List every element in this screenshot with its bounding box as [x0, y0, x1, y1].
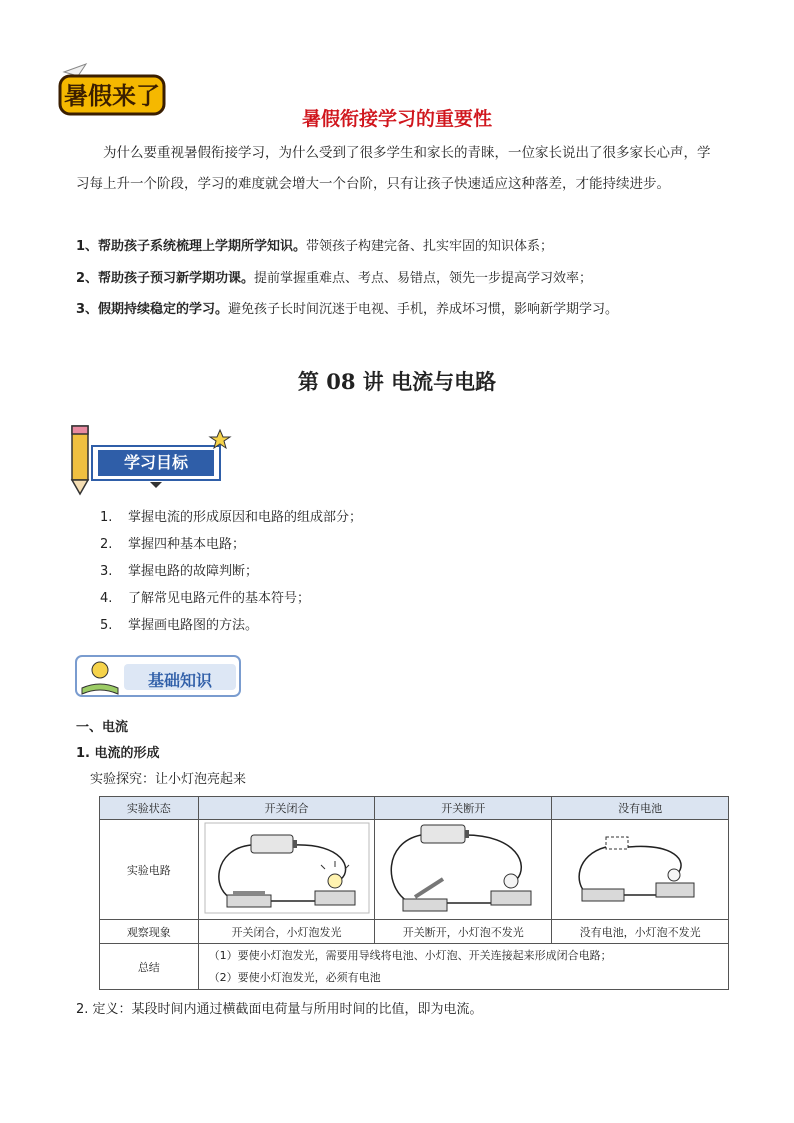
goal-item-2 [100, 535, 245, 555]
circuit-open-diagram [379, 821, 547, 915]
point-1-text: 带领孩子构建完备、扎实牢固的知识体系； [306, 239, 554, 254]
point-3-text: 避免孩子长时间沉迷于电视、手机，养成坏习惯，影响新学期学习。 [228, 302, 619, 317]
observation-cell: 开关闭合，小灯泡发光 [198, 920, 375, 944]
basics-banner [74, 652, 244, 702]
goal-text: 掌握电流的形成原因和电路的组成部分； [128, 510, 363, 525]
summary-line: （2）要使小灯泡发光，必须有电池 [208, 970, 381, 984]
circuit-closed-diagram [203, 821, 371, 915]
summary-cell [198, 944, 728, 990]
section-heading: 一、电流 [76, 720, 129, 735]
circuit-no-battery-diagram [556, 821, 724, 915]
point-2-text: 提前掌握重难点、考点、易错点，领先一步提高学习效率； [254, 271, 593, 286]
goal-item-4 [100, 589, 310, 609]
point-3 [76, 300, 736, 320]
goal-text: 掌握画电路图的方法。 [128, 618, 259, 633]
observation-cell: 开关断开，小灯泡不发光 [375, 920, 552, 944]
experiment-title: 实验探究：让小灯泡亮起来 [90, 772, 247, 787]
logo-text: 暑假来了 [64, 82, 160, 110]
definition-text: 2. 定义：某段时间内通过横截面电荷量与所用时间的比值，即为电流。 [76, 1002, 483, 1017]
row-label: 实验电路 [100, 820, 199, 920]
point-1-bold: 1、帮助孩子系统梳理上学期所学知识。 [76, 239, 307, 254]
lecture-title: 第 08 讲 电流与电路 [297, 369, 497, 394]
goal-item-5 [100, 616, 258, 636]
point-1 [76, 237, 736, 257]
goal-num: 2. [100, 537, 113, 552]
basics-banner-label: 基础知识 [147, 671, 212, 690]
goal-num: 1. [100, 510, 113, 525]
observation-cell: 没有电池，小灯泡不发光 [552, 920, 729, 944]
table-header: 开关闭合 [198, 797, 375, 820]
main-title: 暑假衔接学习的重要性 [301, 108, 492, 130]
circuit-switch-closed [198, 820, 375, 920]
summary-line: （1）要使小灯泡发光，需要用导线将电池、小灯泡、开关连接起来形成闭合电路； [208, 948, 612, 962]
circuit-switch-open [375, 820, 552, 920]
goal-num: 4. [100, 591, 113, 606]
goal-num: 5. [100, 618, 113, 633]
point-2 [76, 269, 736, 289]
point-3-bold: 3、假期持续稳定的学习。 [76, 302, 229, 317]
row-label: 观察现象 [100, 920, 199, 944]
pencil-icon [72, 426, 88, 494]
goals-banner [66, 420, 236, 500]
table-header: 没有电池 [552, 797, 729, 820]
circuit-no-battery [552, 820, 729, 920]
goals-banner-label: 学习目标 [123, 453, 188, 472]
goal-text: 掌握电路的故障判断； [128, 564, 259, 579]
point-2-bold: 2、帮助孩子预习新学期功课。 [76, 271, 255, 286]
experiment-table [99, 796, 729, 990]
intro-paragraph: 为什么要重视暑假衔接学习，为什么受到了很多学生和家长的青睐，一位家长说出了很多家长心声，学习每上升一个阶段，学习的难度就会增大一个台阶，只有让孩子快速适应这种落差，才能持续进步。 [76, 145, 711, 192]
goal-num: 3. [100, 564, 113, 579]
goal-item-1 [100, 508, 362, 528]
row-label: 总结 [100, 944, 199, 990]
goal-text: 了解常见电路元件的基本符号； [128, 591, 311, 606]
table-header: 开关断开 [375, 797, 552, 820]
goal-text: 掌握四种基本电路； [128, 537, 246, 552]
table-header: 实验状态 [100, 797, 199, 820]
goal-item-3 [100, 562, 258, 582]
subsection-heading: 1. 电流的形成 [76, 746, 160, 761]
